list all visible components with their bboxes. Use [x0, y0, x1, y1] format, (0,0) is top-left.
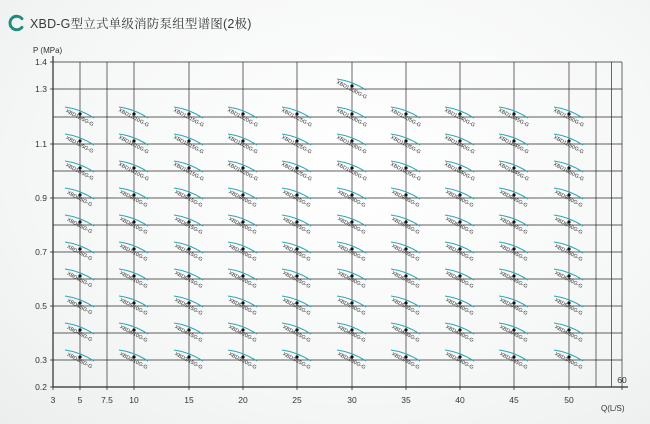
- model-label: XBD12/50G-G: [552, 107, 585, 129]
- x-tick-label: 35: [401, 395, 411, 405]
- model-label: XBD10/20G-G: [226, 161, 259, 183]
- model-label: XBD7/15G-G: [173, 243, 204, 263]
- model-label: XBD4/40G-G: [444, 324, 475, 344]
- model-label: XBD6/35G-G: [390, 270, 421, 290]
- x-tick-label: 15: [184, 395, 194, 405]
- model-label: XBD10/40G-G: [443, 161, 476, 183]
- model-label: XBD9/45G-G: [498, 189, 529, 209]
- model-label: XBD11/5G-G: [64, 135, 95, 155]
- model-label: XBD3/15G-G: [173, 351, 204, 371]
- model-label: XBD9/15G-G: [173, 189, 204, 209]
- model-label: XBD5/20G-G: [227, 297, 258, 317]
- model-label: XBD8/10G-G: [118, 216, 149, 236]
- model-label: XBD4/10G-G: [118, 324, 149, 344]
- model-label: XBD8/40G-G: [444, 216, 475, 236]
- y-tick-label: 0.3: [35, 355, 47, 365]
- x-tick-label: 30: [347, 395, 357, 405]
- model-label: XBD12/15G-G: [172, 107, 205, 129]
- model-label: XBD9/20G-G: [227, 189, 258, 209]
- y-tick-label: 1.4: [35, 57, 47, 67]
- model-label: XBD4/50G-G: [553, 324, 584, 344]
- model-label: XBD12/40G-G: [443, 107, 476, 129]
- model-label: XBD4/35G-G: [390, 324, 421, 344]
- model-label: XBD5/45G-G: [498, 297, 529, 317]
- model-label: XBD3/25G-G: [281, 351, 312, 371]
- model-label: XBD10/30G-G: [335, 161, 368, 183]
- model-label: XBD7/45G-G: [498, 243, 529, 263]
- model-label: XBD6/15G-G: [173, 270, 204, 290]
- x-tick-label: 25: [292, 395, 302, 405]
- model-label: XBD12/30G-G: [335, 107, 368, 129]
- model-label: XBD3/40G-G: [444, 351, 475, 371]
- model-label: XBD5/40G-G: [444, 297, 475, 317]
- model-label: XBD7/25G-G: [281, 243, 312, 263]
- y-tick-label: 1.1: [35, 139, 47, 149]
- model-label: XBD11/15G-G: [172, 134, 205, 156]
- model-label: XBD5/10G-G: [118, 297, 149, 317]
- model-label: XBD10/15G-G: [172, 161, 205, 183]
- model-label: XBD12/5G-G: [64, 108, 95, 128]
- model-label: XBD12/20G-G: [226, 107, 259, 129]
- x-tick-label: 50: [564, 395, 574, 405]
- y-tick-label: 0.7: [35, 247, 47, 257]
- model-label: XBD10/50G-G: [552, 161, 585, 183]
- model-label: XBD5/25G-G: [281, 297, 312, 317]
- x-tick-label: 40: [455, 395, 465, 405]
- model-label: XBD9/25G-G: [281, 189, 312, 209]
- model-label: XBD11/45G-G: [497, 134, 530, 156]
- model-label: XBD11/30G-G: [335, 134, 368, 156]
- model-label: XBD6/50G-G: [553, 270, 584, 290]
- x-tick-label: 60: [617, 375, 627, 385]
- model-label: XBD5/15G-G: [173, 297, 204, 317]
- model-label: XBD9/40G-G: [444, 189, 475, 209]
- model-label: XBD8/35G-G: [390, 216, 421, 236]
- model-label: XBD12/35G-G: [389, 107, 422, 129]
- model-label: XBD3/50G-G: [553, 351, 584, 371]
- model-label: XBD3/35G-G: [390, 351, 421, 371]
- model-label: XBD7/30G-G: [336, 243, 367, 263]
- model-label: XBD12/25G-G: [280, 107, 313, 129]
- model-label: XBD11/20G-G: [226, 134, 259, 156]
- model-label: XBD5/35G-G: [390, 297, 421, 317]
- marker-layer: [78, 84, 570, 358]
- model-label: XBD11/25G-G: [280, 134, 313, 156]
- model-label: XBD8/25G-G: [281, 216, 312, 236]
- x-tick-label: 3: [50, 395, 56, 405]
- model-label: XBD7/50G-G: [553, 243, 584, 263]
- model-label: XBD7/5G-G: [65, 243, 94, 263]
- chart-title: XBD-G型立式单级消防泵组型谱图(2极): [30, 17, 252, 31]
- model-label: XBD4/30G-G: [336, 324, 367, 344]
- model-label: XBD7/10G-G: [118, 243, 149, 263]
- model-label: XBD11/35G-G: [389, 134, 422, 156]
- x-tick-label: 20: [238, 395, 248, 405]
- model-label: XBD7/20G-G: [227, 243, 258, 263]
- model-label: XBD11/40G-G: [443, 134, 476, 156]
- model-label: XBD11/10G-G: [117, 134, 150, 156]
- model-label: XBD4/15G-G: [173, 324, 204, 344]
- x-tick-label: 5: [77, 395, 83, 405]
- model-label: XBD3/20G-G: [227, 351, 258, 371]
- model-label: XBD4/25G-G: [281, 324, 312, 344]
- model-label: XBD5/50G-G: [553, 297, 584, 317]
- model-label: XBD6/5G-G: [65, 270, 94, 290]
- model-label: XBD12/45G-G: [497, 107, 530, 129]
- x-tick-label: 10: [129, 395, 139, 405]
- x-tick-label: 7.5: [101, 395, 113, 405]
- y-tick-label: 0.5: [35, 301, 47, 311]
- model-label: XBD5/30G-G: [336, 297, 367, 317]
- model-label: XBD10/25G-G: [280, 161, 313, 183]
- y-axis-title: P (MPa): [33, 46, 63, 55]
- model-label: XBD9/35G-G: [390, 189, 421, 209]
- model-label: XBD6/40G-G: [444, 270, 475, 290]
- model-label: XBD11/50G-G: [552, 134, 585, 156]
- model-label: XBD12/10G-G: [117, 107, 150, 129]
- model-label: XBD6/45G-G: [498, 270, 529, 290]
- model-label: XBD10/45G-G: [497, 161, 530, 183]
- model-label: XBD9/50G-G: [553, 189, 584, 209]
- model-label: XBD5/5G-G: [65, 297, 94, 317]
- model-label: XBD6/30G-G: [336, 270, 367, 290]
- model-label: XBD13/30G-G: [335, 79, 368, 101]
- model-label: XBD4/45G-G: [498, 324, 529, 344]
- model-label: XBD10/5G-G: [64, 162, 95, 182]
- model-label: XBD4/20G-G: [227, 324, 258, 344]
- model-label: XBD7/35G-G: [390, 243, 421, 263]
- model-label: XBD8/20G-G: [227, 216, 258, 236]
- model-label: XBD3/5G-G: [65, 351, 94, 371]
- model-label: XBD3/45G-G: [498, 351, 529, 371]
- model-label: XBD8/50G-G: [553, 216, 584, 236]
- model-label: XBD8/5G-G: [65, 216, 94, 236]
- model-label: XBD9/5G-G: [65, 189, 94, 209]
- model-label: XBD4/5G-G: [65, 324, 94, 344]
- model-label: XBD3/30G-G: [336, 351, 367, 371]
- model-label: XBD6/10G-G: [118, 270, 149, 290]
- model-label: XBD9/10G-G: [118, 189, 149, 209]
- model-label: XBD10/35G-G: [389, 161, 422, 183]
- x-axis-title: Q(L/S): [601, 404, 625, 413]
- y-tick-label: 1.3: [35, 84, 47, 94]
- model-label: XBD8/45G-G: [498, 216, 529, 236]
- model-label: XBD10/10G-G: [117, 161, 150, 183]
- model-label: XBD8/30G-G: [336, 216, 367, 236]
- model-label: XBD8/15G-G: [173, 216, 204, 236]
- model-label: XBD7/40G-G: [444, 243, 475, 263]
- y-tick-label: 0.9: [35, 193, 47, 203]
- model-label: XBD6/25G-G: [281, 270, 312, 290]
- y-tick-label: 0.2: [35, 382, 47, 392]
- x-tick-label: 45: [509, 395, 519, 405]
- model-label: XBD6/20G-G: [227, 270, 258, 290]
- model-label: XBD3/10G-G: [118, 351, 149, 371]
- model-label: XBD9/30G-G: [336, 189, 367, 209]
